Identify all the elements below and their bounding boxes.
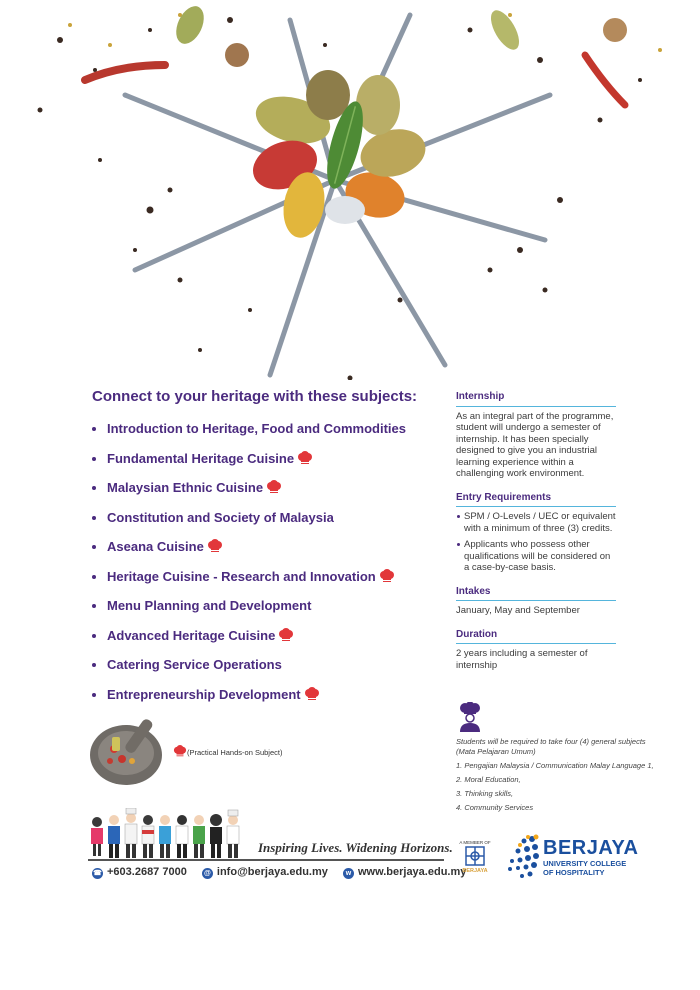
entry-item: Applicants who possess other qualifications will be considered on a case-by-case basis. xyxy=(456,539,616,574)
internship-title: Internship xyxy=(456,391,616,407)
chef-hat-icon xyxy=(297,451,313,466)
general-subjects-list xyxy=(456,761,656,813)
duration-section xyxy=(456,629,616,672)
subject-item: Fundamental Heritage Cuisine xyxy=(92,450,406,480)
subject-item: Aseana Cuisine xyxy=(92,538,406,568)
email-icon: @ xyxy=(202,868,213,879)
chef-hat-icon xyxy=(379,569,395,584)
general-subjects-note xyxy=(456,737,656,817)
member-label: A MEMBER OF xyxy=(459,840,491,845)
subjects-list xyxy=(92,420,406,715)
divider xyxy=(88,859,444,861)
general-subject-item: 2. Moral Education, xyxy=(456,775,521,784)
entry-item: SPM / O-Levels / UEC or equivalent with a minimum of three (3) credits. xyxy=(456,511,616,534)
brand-subtitle xyxy=(543,859,626,877)
subject-item: Entrepreneurship Development xyxy=(92,686,406,716)
chef-hat-icon xyxy=(304,687,320,702)
contact-phone[interactable]: ☎ +603.2687 7000 xyxy=(93,866,187,878)
practical-legend xyxy=(170,745,282,758)
subject-item: Advanced Heritage Cuisine xyxy=(92,627,406,657)
chef-icon xyxy=(458,702,482,732)
chef-hat-icon xyxy=(266,480,282,495)
subject-item: Malaysian Ethnic Cuisine xyxy=(92,479,406,509)
intakes-title: Intakes xyxy=(456,586,616,602)
internship-section xyxy=(456,391,616,480)
member-name: BERJAYA xyxy=(462,868,488,874)
chef-hat-icon xyxy=(278,628,294,643)
contact-web[interactable]: w www.berjaya.edu.my xyxy=(343,866,466,879)
slogan: Inspiring Lives. Widening Horizons. xyxy=(258,840,453,855)
intakes-section xyxy=(456,586,616,617)
chef-hat-icon xyxy=(207,539,223,554)
contact-email[interactable]: @ info@berjaya.edu.my xyxy=(202,866,328,879)
duration-text: 2 years including a semester of internship xyxy=(456,648,588,671)
phone-icon: ☎ xyxy=(93,870,102,877)
subjects-heading: Connect to your heritage with these subjects: xyxy=(92,388,418,405)
web-icon: w xyxy=(343,868,354,879)
general-note-intro: Students will be required to take four (4) general subjects (Mata Pelajaran Umum) xyxy=(456,737,646,756)
spices-hero-image xyxy=(0,0,700,380)
duration-title: Duration xyxy=(456,629,616,645)
subject-item: Constitution and Society of Malaysia xyxy=(92,509,406,539)
subject-item: Menu Planning and Development xyxy=(92,597,406,627)
chef-hat-icon xyxy=(173,745,187,758)
general-subject-item: 4. Community Services xyxy=(456,803,534,812)
brand-name: BERJAYA xyxy=(543,837,639,859)
berjaya-logo-icon xyxy=(502,833,542,885)
internship-text: As an integral part of the programme, student will undergo a semester of internship. It has been specially designed to give you an industrial learning experience within a challenging work environment. xyxy=(456,410,614,479)
brand-sub2: OF HOSPITALITY xyxy=(543,868,605,877)
general-subject-item: 3. Thinking skills, xyxy=(456,789,514,798)
legend-text: (Practical Hands-on Subject) xyxy=(187,748,283,757)
brand-sub1: UNIVERSITY COLLEGE xyxy=(543,859,627,868)
entry-section xyxy=(456,492,616,574)
mortar-image xyxy=(88,715,168,787)
member-badge xyxy=(454,840,496,874)
subject-item: Introduction to Heritage, Food and Commodities xyxy=(92,420,406,450)
berjaya-group-icon xyxy=(464,845,486,867)
intakes-text: January, May and September xyxy=(456,605,580,616)
subject-item: Catering Service Operations xyxy=(92,656,406,686)
people-illustration xyxy=(88,808,253,860)
general-subject-item: 1. Pengajian Malaysia / Communication Malay Language 1, xyxy=(456,761,654,770)
contact-bar xyxy=(92,866,478,879)
programme-info xyxy=(456,391,616,683)
entry-title: Entry Requirements xyxy=(456,492,616,508)
subject-item: Heritage Cuisine - Research and Innovation xyxy=(92,568,406,598)
